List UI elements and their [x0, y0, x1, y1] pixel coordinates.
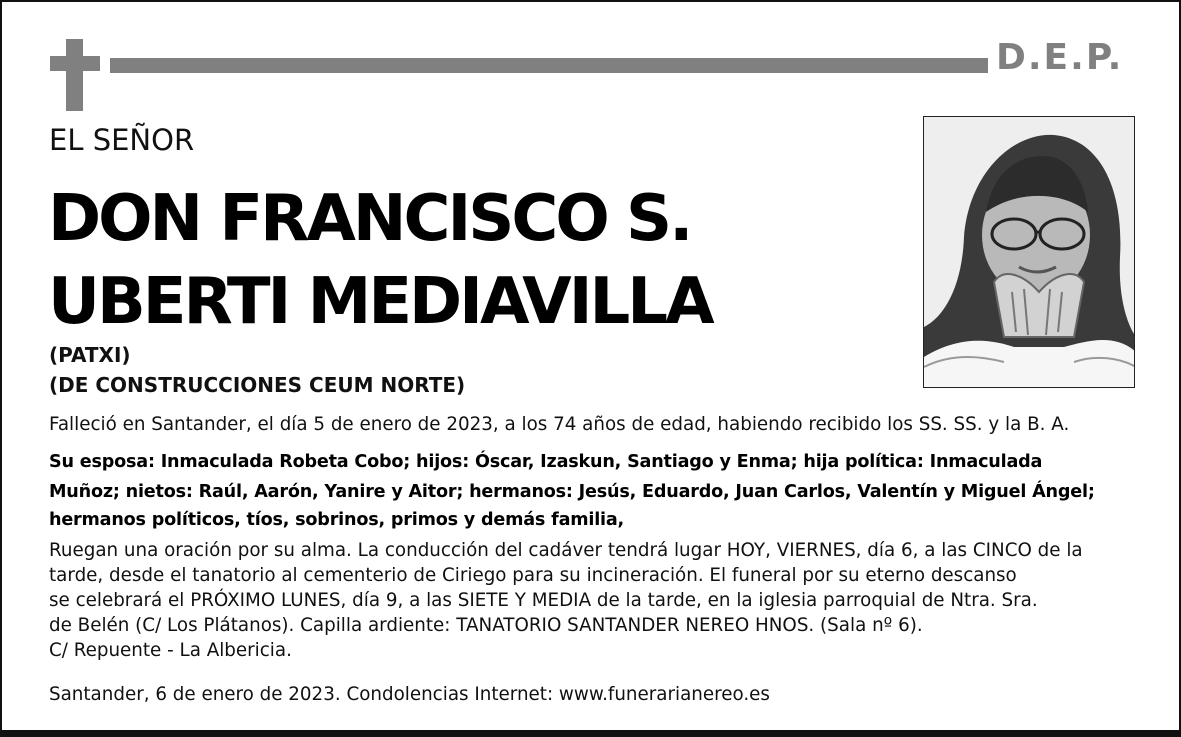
- cross-icon: [50, 39, 100, 111]
- header-rule: [110, 58, 988, 73]
- deceased-name: [48, 178, 712, 344]
- family-line-3: hermanos políticos, tíos, sobrinos, primos y demás familia,: [49, 510, 625, 530]
- family-line-2: Muñoz; nietos: Raúl, Aarón, Yanire y Aitor; hermanos: Jesús, Eduardo, Juan Carlos, Valentín y Miguel Ángel;: [49, 482, 1095, 502]
- nickname: (PATXI): [49, 343, 131, 367]
- service-line-5: C/ Repuente - La Albericia.: [49, 640, 292, 661]
- name-line-1: DON FRANCISCO S.: [48, 182, 691, 256]
- family-line-1: Su esposa: Inmaculada Robeta Cobo; hijos: Óscar, Izaskun, Santiago y Enma; hija política: Inmaculada: [49, 452, 1043, 472]
- service-line-4: de Belén (C/ Los Plátanos). Capilla ardiente: TANATORIO SANTANDER NEREO HNOS. (Sala nº 6).: [49, 615, 923, 636]
- portrait-photo: [923, 116, 1135, 388]
- closing-line: Santander, 6 de enero de 2023. Condolencias Internet: www.funerarianereo.es: [49, 684, 770, 705]
- dep-label: D.E.P.: [996, 37, 1124, 78]
- affiliation: (DE CONSTRUCCIONES CEUM NORTE): [49, 373, 466, 397]
- death-announcement: Falleció en Santander, el día 5 de enero de 2023, a los 74 años de edad, habiendo recibido los SS. SS. y la B. A.: [49, 414, 1070, 435]
- service-line-1: Ruegan una oración por su alma. La conducción del cadáver tendrá lugar HOY, VIERNES, día 6, a las CINCO de la: [49, 540, 1083, 561]
- service-line-3: se celebrará el PRÓXIMO LUNES, día 9, a las SIETE Y MEDIA de la tarde, en la iglesia parroquial de Ntra. Sra.: [49, 590, 1038, 611]
- service-line-2: tarde, desde el tanatorio al cementerio de Ciriego para su incineración. El funeral por su eterno descanso: [49, 565, 1017, 586]
- name-line-2: UBERTI MEDIAVILLA: [48, 265, 712, 339]
- honorific-title: EL SEÑOR: [49, 123, 195, 157]
